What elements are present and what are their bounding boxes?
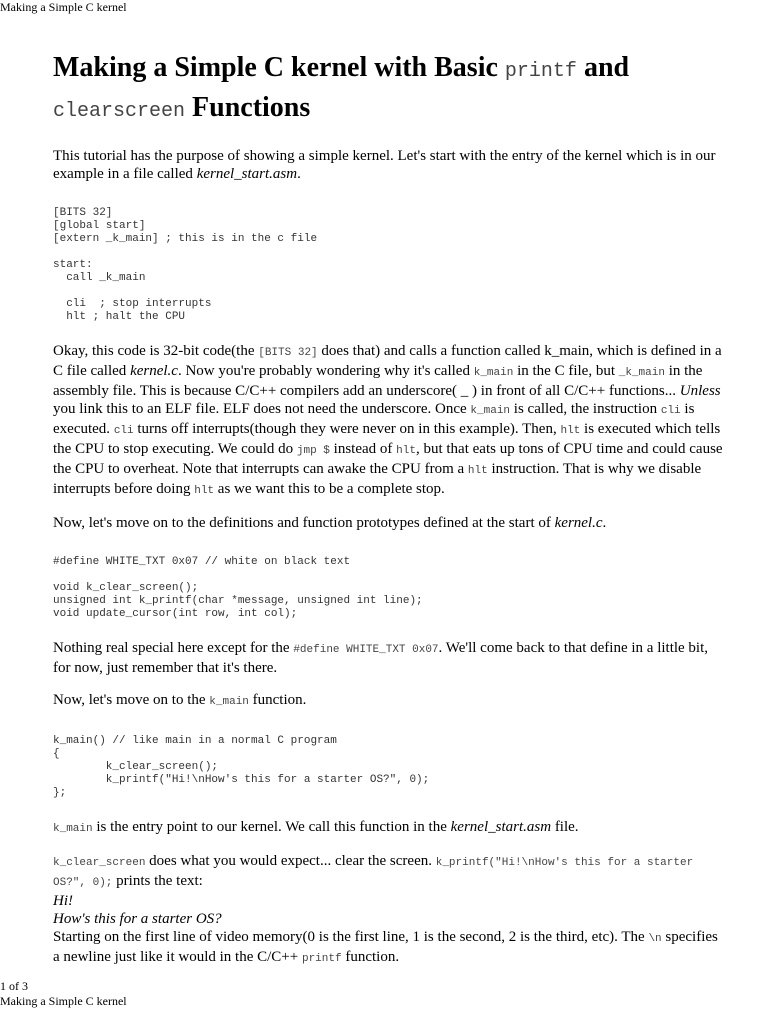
- text: turns off interrupts(though they were never on in this example). Then,: [133, 421, 561, 437]
- text: . Now you're probably wondering why it's called: [177, 363, 474, 379]
- text: .: [297, 166, 301, 182]
- definitions-paragraph: [53, 514, 723, 532]
- text: Nothing real special here except for the: [53, 640, 294, 656]
- filename: kernel.c: [130, 363, 178, 379]
- text: in the assembly file. This is because C/C++ compilers add an underscore( _ ) in front of all C/C++ functions...: [53, 363, 703, 399]
- inline-code: hlt: [467, 465, 488, 477]
- inline-code: k_main: [209, 696, 249, 708]
- output-line-2: How's this for a starter OS?: [53, 911, 222, 927]
- nothing-special-paragraph: [53, 639, 723, 677]
- inline-code: k_main: [53, 823, 93, 835]
- text: is executed which tells the CPU to stop executing. We could do: [53, 421, 721, 457]
- running-footer-title: Making a Simple C kernel: [0, 994, 127, 1008]
- inline-code: k_printf("Hi!\nHow's this for a starter OS?", 0);: [53, 857, 694, 889]
- inline-code: cli: [113, 425, 134, 437]
- inline-code: k_main: [470, 405, 511, 417]
- text: Now, let's move on to the: [53, 692, 210, 708]
- filename: kernel_start.asm: [196, 166, 298, 182]
- page-footer: [0, 979, 127, 1009]
- text: does what you would expect... clear the screen.: [145, 853, 436, 869]
- article: [53, 50, 723, 968]
- inline-code: hlt: [194, 485, 215, 497]
- filename: kernel.c: [554, 515, 603, 531]
- running-header: Making a Simple C kernel: [0, 0, 127, 14]
- inline-code: jmp $: [296, 445, 330, 457]
- text: Starting on the first line of video memory(0 is the first line, 1 is the second, 2 is the third, etc). The: [53, 929, 649, 945]
- title-text: Making a Simple C kernel with Basic: [53, 52, 505, 83]
- inline-code: _k_main: [618, 367, 665, 379]
- inline-code: #define WHITE_TXT 0x07: [293, 644, 439, 656]
- emphasis: Unless: [679, 383, 721, 399]
- title-code-clearscreen: clearscreen: [53, 100, 186, 123]
- text: as we want this to be a complete stop.: [214, 481, 445, 497]
- filename: kernel_start.asm: [450, 819, 552, 835]
- code-block-kmain: k_main() // like main in a normal C program { k_clear_screen(); k_printf("Hi!\nHow's this for a starter OS?", 0); };: [53, 735, 430, 799]
- text: is executed.: [53, 401, 695, 437]
- text: . We'll come back to that define in a little bit, for now, just remember that it's there.: [53, 640, 709, 676]
- page-title: [53, 50, 723, 130]
- code-block-asm: [BITS 32] [global start] [extern _k_main] ; this is in the c file start: call _k_main cli ; stop interrupts hlt ; halt the CPU: [53, 207, 318, 323]
- text: Okay, this code is 32-bit code(the: [53, 343, 259, 359]
- entry-point-paragraph: [53, 818, 723, 838]
- page-number: 1 of 3: [0, 979, 28, 993]
- inline-code: k_main: [473, 367, 514, 379]
- clear-screen-paragraph: [53, 852, 723, 968]
- title-text: Functions: [185, 92, 311, 123]
- inline-code: [BITS 32]: [258, 347, 318, 359]
- text: specifies a newline just like it would in the C/C++: [53, 929, 718, 965]
- text: prints the text:: [112, 873, 203, 889]
- text: , but that eats up tons of CPU time and could cause the CPU to overheat. Note that interrupts can awake the CPU from a: [53, 441, 723, 477]
- text: instruction. That is why we disable interrupts before doing: [53, 461, 702, 497]
- text: function.: [248, 692, 307, 708]
- kmain-intro-paragraph: [53, 691, 723, 711]
- text: .: [602, 515, 607, 531]
- inline-code: printf: [301, 953, 342, 965]
- text: is the entry point to our kernel. We call this function in the: [92, 819, 451, 835]
- output-line-1: Hi!: [53, 893, 73, 909]
- title-code-printf: printf: [504, 60, 577, 83]
- text: in the C file, but: [513, 363, 619, 379]
- inline-code: hlt: [396, 445, 416, 457]
- code-block-definitions: #define WHITE_TXT 0x07 // white on black text void k_clear_screen(); unsigned int k_printf(char *message, unsigned int line); void update_cursor(int row, int col);: [53, 556, 423, 620]
- explanation-paragraph: [53, 342, 723, 500]
- text: is called, the instruction: [510, 401, 661, 417]
- inline-code: \n: [648, 933, 662, 945]
- text: instead of: [329, 441, 397, 457]
- text: you link this to an ELF file. ELF does not need the underscore. Once: [53, 401, 471, 417]
- text: This tutorial has the purpose of showing a simple kernel. Let's start with the entry of the kernel which is in our example in a file called: [53, 148, 716, 182]
- text: does that) and calls a function called k_main, which is defined in a C file called: [53, 343, 722, 379]
- inline-code: hlt: [560, 425, 581, 437]
- text: Now, let's move on to the definitions and function prototypes defined at the start of: [53, 515, 555, 531]
- text: function.: [341, 949, 400, 965]
- title-text: and: [576, 52, 630, 83]
- inline-code: cli: [660, 405, 681, 417]
- inline-code: k_clear_screen: [53, 857, 146, 869]
- text: file.: [551, 819, 579, 835]
- intro-paragraph: [53, 147, 723, 183]
